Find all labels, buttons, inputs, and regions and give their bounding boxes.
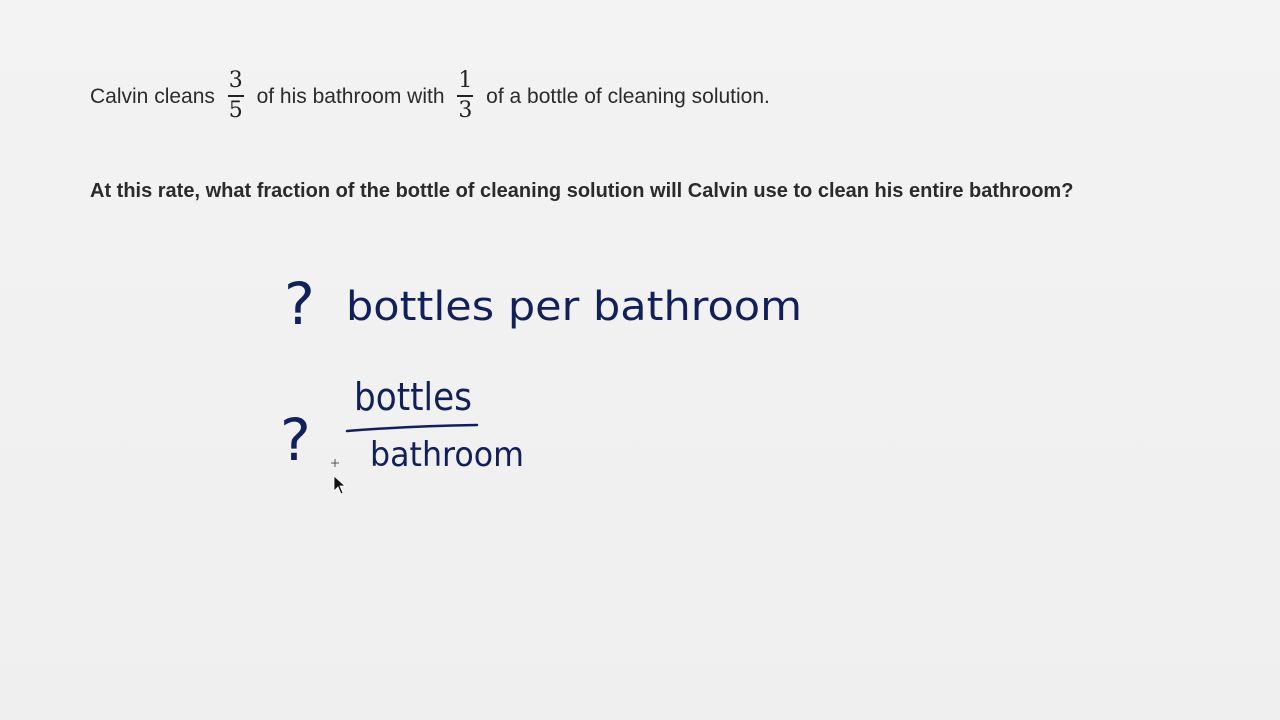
problem-statement [90, 70, 770, 122]
handwritten-bottles-per-bathroom: bottles per bathroom [346, 284, 802, 330]
fraction-denominator: 3 [458, 98, 473, 123]
fraction-denominator: 5 [228, 98, 243, 123]
fraction-three-fifths [227, 70, 245, 122]
handwritten-question-mark: ? [284, 270, 315, 338]
question-text: At this rate, what fraction of the bottle of cleaning solution will Calvin use to clean his entire bathroom? [90, 180, 1074, 202]
problem-text-middle: of his bathroom with [250, 84, 451, 108]
fraction-numerator: 1 [458, 68, 473, 93]
handwritten-bathroom-denominator: bathroom [370, 435, 524, 475]
problem-text-after: of a bottle of cleaning solution. [480, 84, 770, 108]
problem-text-before: Calvin cleans [90, 84, 221, 108]
fraction-one-third [456, 70, 474, 122]
fraction-numerator: 3 [228, 68, 243, 93]
handwritten-question-mark: ? [280, 406, 311, 474]
handwritten-bottles-numerator: bottles [354, 375, 472, 419]
